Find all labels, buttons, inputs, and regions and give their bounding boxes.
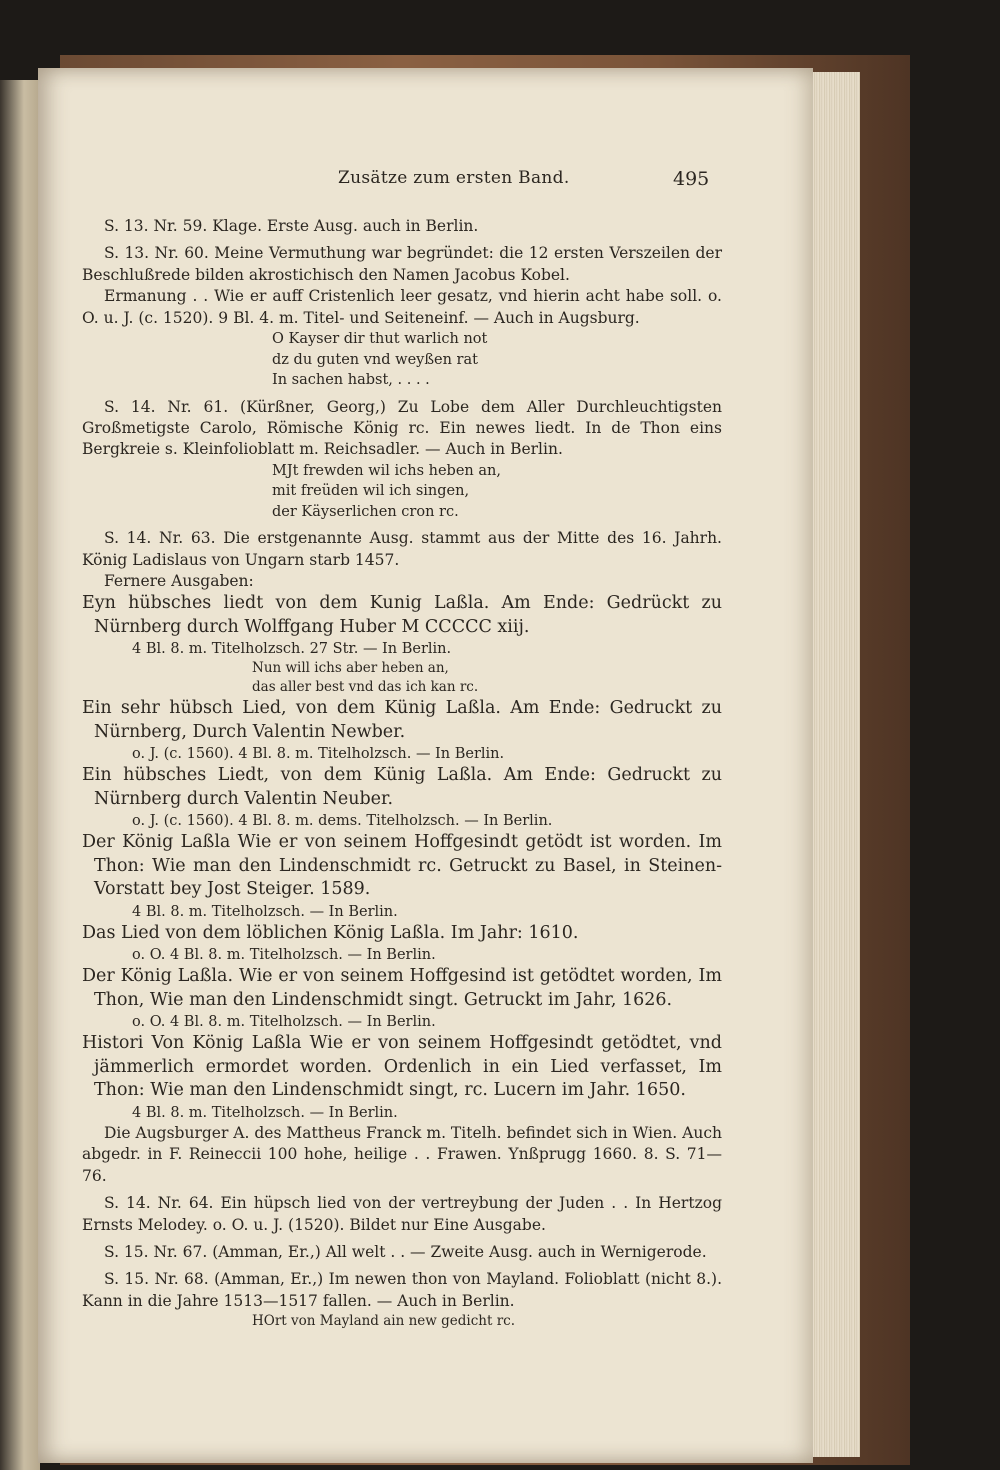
paragraph: O Kayser dir thut warlich not — [272, 331, 488, 348]
paragraph: der Käyserlichen cron rc. — [272, 503, 459, 520]
page-header — [38, 168, 813, 198]
paragraph: Histori Von König Laßla Wie er von seinem Hoffgesindt getödtet, vnd jämmerlich ermordet worden. Ordenlich in ein Lied verfasset, Im Thon: Wie man den Lindenschmidt singt, rc. Lucern im Jahr. 1650. — [82, 1033, 722, 1101]
paragraph: S. 15. Nr. 68. (Amman, Er.,) Im newen thon von Mayland. Folioblatt (nicht 8.). Kann in die Jahre 1513—1517 fallen. — Auch in Berlin. — [82, 1270, 722, 1310]
page-number: 495 — [673, 168, 710, 190]
paragraph: 4 Bl. 8. m. Titelholzsch. — In Berlin. — [132, 1104, 398, 1121]
paragraph: HOrt von Mayland ain new gedicht rc. — [252, 1313, 515, 1330]
paragraph: Ein hübsches Liedt, von dem Künig Laßla. Am Ende: Gedruckt zu Nürnberg durch Valentin Neuber. — [82, 765, 722, 809]
paragraph: o. O. 4 Bl. 8. m. Titelholzsch. — In Berlin. — [132, 1014, 436, 1031]
paragraph: o. O. 4 Bl. 8. m. Titelholzsch. — In Berlin. — [132, 947, 436, 964]
paragraph: Nun will ichs aber heben an, — [252, 660, 449, 677]
page-body — [82, 210, 722, 1331]
paragraph: Die Augsburger A. des Mattheus Franck m. Titelh. befindet sich in Wien. Auch abgedr. in F. Reineccii 100 hohe, heilige . . Frawen. Ynßprugg 1660. 8. S. 71—76. — [82, 1123, 722, 1185]
previous-page-edge — [0, 80, 40, 1470]
paragraph: S. 13. Nr. 60. Meine Vermuthung war begründet: die 12 ersten Verszeilen der Beschlußrede bilden akrostichisch den Namen Jacobus Kobel. — [82, 244, 722, 284]
paragraph: o. J. (c. 1560). 4 Bl. 8. m. Titelholzsch. — In Berlin. — [132, 746, 505, 763]
paragraph: o. J. (c. 1560). 4 Bl. 8. m. dems. Titelholzsch. — In Berlin. — [132, 813, 553, 830]
paragraph: Fernere Ausgaben: — [104, 572, 254, 591]
paragraph: MJt frewden wil ichs heben an, — [272, 462, 501, 479]
paragraph: das aller best vnd das ich kan rc. — [252, 679, 479, 696]
paragraph: S. 14. Nr. 61. (Kürßner, Georg,) Zu Lobe dem Aller Durchleuchtigsten Großmetigste Carolo, Römische König rc. Ein newes liedt. In de Thon eins Bergkreie s. Kleinfolioblatt m. Reichsadler. — Auch in Berlin. — [82, 397, 722, 459]
paragraph: Ermanung . . Wie er auff Cristenlich leer gesatz, vnd hierin acht habe soll. o. O. u. J. (c. 1520). 9 Bl. 4. m. Titel- und Seiteneinf. — Auch in Augsburg. — [82, 287, 722, 327]
paragraph: S. 13. Nr. 59. Klage. Erste Ausg. auch in Berlin. — [104, 217, 479, 235]
paragraph: Das Lied von dem löblichen König Laßla. Im Jahr: 1610. — [82, 922, 579, 943]
paragraph: In sachen habst, . . . . — [272, 372, 430, 389]
paragraph: S. 15. Nr. 67. (Amman, Er.,) All welt . . — Zweite Ausg. auch in Wernigerode. — [104, 1243, 707, 1261]
running-head: Zusätze zum ersten Band. — [338, 168, 570, 188]
paragraph: mit freüden wil ich singen, — [272, 483, 470, 500]
paragraph: Ein sehr hübsch Lied, von dem Künig Laßla. Am Ende: Gedruckt zu Nürnberg, Durch Valentin Newber. — [82, 698, 722, 742]
paragraph: Der König Laßla Wie er von seinem Hoffgesindt getödt ist worden. Im Thon: Wie man den Lindenschmidt rc. Getruckt zu Basel, in Steinen-Vorstatt bey Jost Steiger. 1589. — [82, 832, 722, 900]
paragraph: S. 14. Nr. 64. Ein hüpsch lied von der vertreybung der Juden . . In Hertzog Ernsts Melodey. o. O. u. J. (1520). Bildet nur Eine Ausgabe. — [82, 1194, 722, 1234]
paragraph: S. 14. Nr. 63. Die erstgenannte Ausg. stammt aus der Mitte des 16. Jahrh. König Ladislaus von Ungarn starb 1457. — [82, 529, 722, 569]
paragraph: dz du guten vnd weyßen rat — [272, 351, 478, 368]
paragraph: 4 Bl. 8. m. Titelholzsch. 27 Str. — In Berlin. — [132, 641, 452, 658]
paragraph: 4 Bl. 8. m. Titelholzsch. — In Berlin. — [132, 903, 398, 920]
paragraph: Eyn hübsches liedt von dem Kunig Laßla. Am Ende: Gedrückt zu Nürnberg durch Wolffgang Huber M CCCCC xiij. — [82, 593, 722, 637]
paragraph: Der König Laßla. Wie er von seinem Hoffgesind ist getödtet worden, Im Thon, Wie man den Lindenschmidt singt. Getruckt im Jahr, 1626. — [82, 966, 722, 1010]
